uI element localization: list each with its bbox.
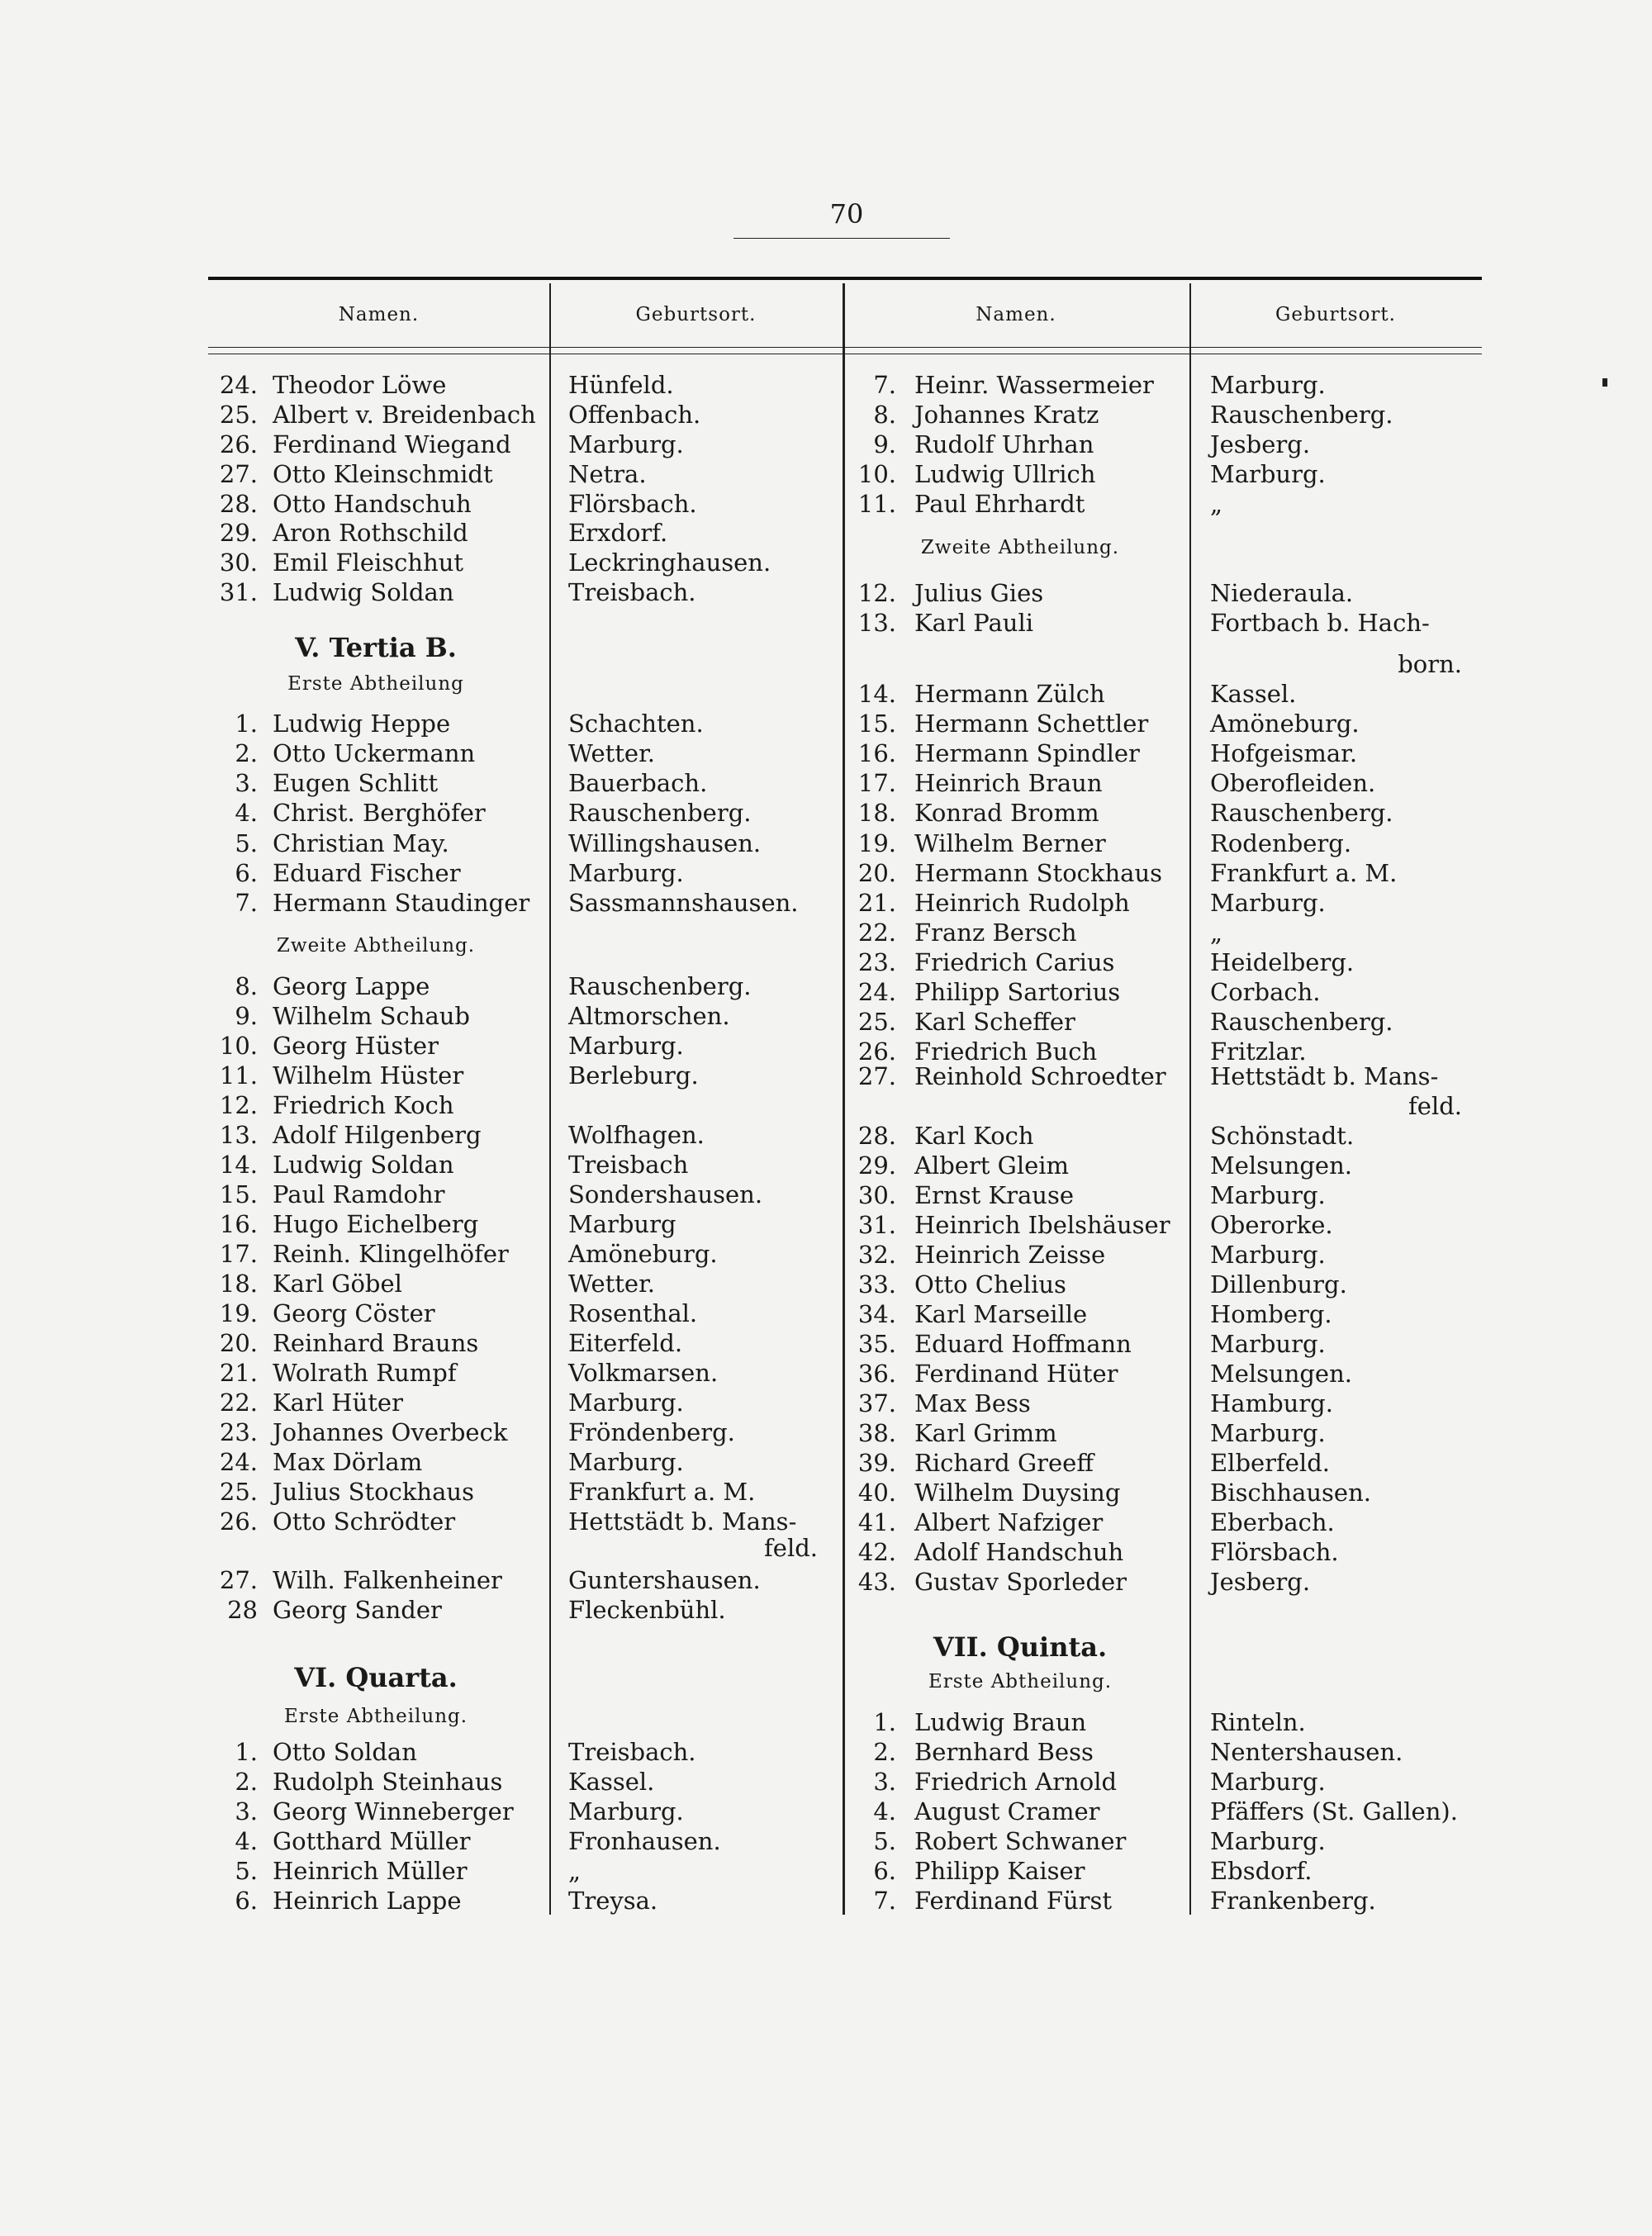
- birthplace: Marburg.: [568, 1389, 684, 1417]
- student-name: Wilhelm Duysing: [914, 1479, 1121, 1507]
- student-name: Christian May.: [273, 829, 449, 857]
- entry-number: 25.: [219, 401, 258, 429]
- student-name: Friedrich Buch: [914, 1037, 1098, 1066]
- student-name: Franz Bersch: [914, 919, 1077, 947]
- student-name: Karl Göbel: [273, 1270, 402, 1298]
- birthplace: Amöneburg.: [1210, 710, 1360, 738]
- birthplace: Kassel.: [1210, 680, 1297, 708]
- entry-number: 26.: [857, 1037, 896, 1066]
- center-divider: [843, 283, 845, 1915]
- page-number: 70: [829, 198, 864, 230]
- entry-number: 37.: [857, 1389, 896, 1417]
- student-name: Rudolf Uhrhan: [914, 430, 1094, 458]
- entry-number: 27.: [219, 1566, 258, 1594]
- student-name: Rudolph Steinhaus: [273, 1768, 503, 1796]
- student-name: Albert Nafziger: [914, 1508, 1104, 1536]
- entry-number: 3.: [873, 1768, 896, 1796]
- entry-number: 38.: [857, 1419, 896, 1447]
- entry-number: 18.: [219, 1270, 258, 1298]
- entry-number: 30.: [857, 1181, 896, 1209]
- birthplace: Volkmarsen.: [568, 1359, 719, 1387]
- student-name: Aron Rothschild: [273, 519, 468, 547]
- entry-number: 24.: [857, 978, 896, 1006]
- student-name: Ludwig Braun: [914, 1708, 1087, 1736]
- right-column-divider: [1189, 283, 1191, 1915]
- birthplace: Marburg.: [1210, 460, 1326, 488]
- entry-number: 43.: [857, 1568, 896, 1596]
- student-name: Otto Soldan: [273, 1738, 417, 1766]
- entry-number: 20.: [857, 859, 896, 887]
- student-name: Ferdinand Fürst: [914, 1887, 1113, 1915]
- student-name: Adolf Handschuh: [914, 1538, 1124, 1566]
- entry-number: 29.: [219, 519, 258, 547]
- student-name: Georg Winneberger: [273, 1797, 514, 1825]
- student-name: Ernst Krause: [914, 1181, 1075, 1209]
- table-top-rule: [208, 277, 1482, 280]
- entry-number: 13.: [219, 1121, 258, 1149]
- student-name: Friedrich Koch: [273, 1091, 454, 1119]
- birthplace: Sassmannshausen.: [568, 889, 799, 917]
- student-name: Julius Gies: [914, 579, 1044, 607]
- student-name: Hermann Spindler: [914, 739, 1140, 767]
- entry-number: 33.: [857, 1270, 896, 1298]
- entry-number: 6.: [873, 1857, 896, 1885]
- birthplace: Eiterfeld.: [568, 1329, 683, 1357]
- subheading-erste-abtheilung: Erste Abtheilung: [287, 673, 464, 695]
- birthplace: Ebsdorf.: [1210, 1857, 1313, 1885]
- birthplace: Schachten.: [568, 710, 704, 738]
- birthplace: Marburg.: [568, 430, 684, 458]
- birthplace: Hünfeld.: [568, 371, 674, 399]
- entry-number: 1.: [235, 1738, 258, 1766]
- birthplace: Treisbach.: [568, 578, 696, 606]
- entry-number: 3.: [235, 1797, 258, 1825]
- subheading-zweite-abtheilung: Zweite Abtheilung.: [920, 537, 1120, 558]
- student-name: Reinhold Schroedter: [914, 1062, 1166, 1090]
- entry-number: 9.: [235, 1002, 258, 1030]
- entry-number: 28.: [857, 1122, 896, 1150]
- entry-number: 40.: [857, 1479, 896, 1507]
- birthplace: Marburg.: [1210, 371, 1326, 399]
- birthplace: Marburg: [568, 1210, 676, 1238]
- birthplace: Flörsbach.: [1210, 1538, 1339, 1566]
- entry-number: 35.: [857, 1330, 896, 1358]
- student-name: Heinrich Rudolph: [914, 889, 1130, 917]
- birthplace: Marburg.: [1210, 1419, 1326, 1447]
- birthplace: Bischhausen.: [1210, 1479, 1371, 1507]
- student-name: Wilhelm Berner: [914, 829, 1106, 857]
- birthplace: Rauschenberg.: [1210, 401, 1393, 429]
- birthplace: Treysa.: [568, 1887, 658, 1915]
- student-name: Emil Fleischhut: [273, 548, 464, 577]
- entry-number: 28.: [219, 490, 258, 518]
- birthplace: „: [1210, 490, 1223, 518]
- student-name: Heinr. Wassermeier: [914, 371, 1154, 399]
- birthplace: Marburg.: [568, 859, 684, 887]
- birthplace: Fritzlar.: [1210, 1037, 1307, 1066]
- entry-number: 36.: [857, 1360, 896, 1388]
- birthplace: Berleburg.: [568, 1061, 699, 1090]
- left-name-header: Namen.: [338, 304, 420, 325]
- birthplace: Schönstadt.: [1210, 1122, 1355, 1150]
- entry-number: 25.: [857, 1008, 896, 1036]
- student-name: Robert Schwaner: [914, 1827, 1127, 1855]
- entry-number: 9.: [873, 430, 896, 458]
- student-name: Philipp Kaiser: [914, 1857, 1085, 1885]
- entry-number: 10.: [857, 460, 896, 488]
- student-name: Heinrich Müller: [273, 1857, 468, 1885]
- student-name: Karl Koch: [914, 1122, 1034, 1150]
- birthplace: Elberfeld.: [1210, 1449, 1330, 1477]
- student-name: Hugo Eichelberg: [273, 1210, 479, 1238]
- entry-number: 1.: [235, 710, 258, 738]
- entry-number: 7.: [235, 889, 258, 917]
- entry-number: 34.: [857, 1300, 896, 1328]
- entry-number: 26.: [219, 430, 258, 458]
- entry-number: 12.: [857, 579, 896, 607]
- entry-number: 6.: [235, 1887, 258, 1915]
- student-name: Otto Chelius: [914, 1270, 1066, 1298]
- subheading-erste-abtheilung: Erste Abtheilung.: [928, 1671, 1113, 1692]
- entry-number: 14.: [857, 680, 896, 708]
- entry-number: 31.: [857, 1211, 896, 1239]
- entry-number: 39.: [857, 1449, 896, 1477]
- birthplace: Nentershausen.: [1210, 1738, 1403, 1766]
- student-name: Eduard Fischer: [273, 859, 461, 887]
- entry-number: 21.: [857, 889, 896, 917]
- student-name: Georg Sander: [273, 1596, 442, 1624]
- birthplace: Guntershausen.: [568, 1566, 761, 1594]
- birthplace: Fronhausen.: [568, 1827, 721, 1855]
- student-name: Hermann Zülch: [914, 680, 1105, 708]
- entry-number: 16.: [857, 739, 896, 767]
- entry-number: 12.: [219, 1091, 258, 1119]
- student-name: Karl Marseille: [914, 1300, 1088, 1328]
- student-name: Hermann Stockhaus: [914, 859, 1162, 887]
- entry-number: 2.: [873, 1738, 896, 1766]
- birthplace: Pfäffers (St. Gallen).: [1210, 1797, 1458, 1825]
- entry-number: 27.: [857, 1062, 896, 1090]
- student-name: Wilhelm Schaub: [273, 1002, 470, 1030]
- place-continuation: born.: [1398, 650, 1462, 678]
- entry-number: 42.: [857, 1538, 896, 1566]
- entry-number: 10.: [219, 1032, 258, 1060]
- entry-number: 22.: [219, 1389, 258, 1417]
- entry-number: 24.: [219, 371, 258, 399]
- entry-number: 20.: [219, 1329, 258, 1357]
- student-name: Reinhard Brauns: [273, 1329, 479, 1357]
- student-name: Theodor Löwe: [273, 371, 447, 399]
- student-name: Bernhard Bess: [914, 1738, 1094, 1766]
- student-name: Karl Hüter: [273, 1389, 403, 1417]
- student-name: Georg Cöster: [273, 1299, 435, 1327]
- birthplace: Marburg.: [1210, 1768, 1326, 1796]
- student-name: Adolf Hilgenberg: [273, 1121, 482, 1149]
- student-name: Wolrath Rumpf: [273, 1359, 457, 1387]
- student-name: Ferdinand Wiegand: [273, 430, 511, 458]
- entry-number: 8.: [235, 972, 258, 1000]
- entry-number: 2.: [235, 1768, 258, 1796]
- student-name: Heinrich Zeisse: [914, 1241, 1106, 1269]
- entry-number: 29.: [857, 1151, 896, 1180]
- birthplace: Marburg.: [1210, 1827, 1326, 1855]
- birthplace: Frankfurt a. M.: [1210, 859, 1398, 887]
- birthplace: Marburg.: [1210, 1330, 1326, 1358]
- left-place-header: Geburtsort.: [635, 304, 757, 325]
- student-name: Paul Ramdohr: [273, 1180, 445, 1208]
- entry-number: 6.: [235, 859, 258, 887]
- place-continuation: feld.: [1408, 1092, 1462, 1120]
- birthplace: Flörsbach.: [568, 490, 697, 518]
- entry-number: 5.: [235, 829, 258, 857]
- student-name: Johannes Kratz: [914, 401, 1099, 429]
- birthplace: Marburg.: [568, 1032, 684, 1060]
- student-name: Albert Gleim: [914, 1151, 1070, 1180]
- birthplace: Homberg.: [1210, 1300, 1332, 1328]
- student-name: Reinh. Klingelhöfer: [273, 1240, 509, 1268]
- student-name: Ludwig Soldan: [273, 578, 454, 606]
- birthplace: Rinteln.: [1210, 1708, 1306, 1736]
- entry-number: 19.: [219, 1299, 258, 1327]
- birthplace: „: [1210, 919, 1223, 947]
- student-name: Karl Grimm: [914, 1419, 1057, 1447]
- student-name: Ludwig Ullrich: [914, 460, 1096, 488]
- entry-number: 22.: [857, 919, 896, 947]
- class-heading-quinta: VII. Quinta.: [933, 1631, 1108, 1663]
- student-name: Ludwig Heppe: [273, 710, 451, 738]
- student-name: Otto Schrödter: [273, 1507, 456, 1536]
- birthplace: Hamburg.: [1210, 1389, 1333, 1417]
- birthplace: Rosenthal.: [568, 1299, 698, 1327]
- entry-number: 17.: [219, 1240, 258, 1268]
- entry-number: 15.: [219, 1180, 258, 1208]
- birthplace: „: [568, 1857, 582, 1885]
- birthplace: Hofgeismar.: [1210, 739, 1358, 767]
- student-name: Hermann Staudinger: [273, 889, 530, 917]
- student-name: Albert v. Breidenbach: [273, 401, 536, 429]
- student-name: August Cramer: [914, 1797, 1100, 1825]
- entry-number: 31.: [219, 578, 258, 606]
- student-name: Paul Ehrhardt: [914, 490, 1085, 518]
- birthplace: Fortbach b. Hach-: [1210, 609, 1430, 637]
- birthplace: Willingshausen.: [568, 829, 762, 857]
- entry-number: 7.: [873, 371, 896, 399]
- birthplace: Treisbach: [568, 1151, 689, 1179]
- birthplace: Offenbach.: [568, 401, 701, 429]
- birthplace: Rauschenberg.: [1210, 799, 1393, 827]
- student-name: Eugen Schlitt: [273, 769, 439, 797]
- student-name: Otto Uckermann: [273, 739, 476, 767]
- birthplace: Netra.: [568, 460, 647, 488]
- entry-number: 27.: [219, 460, 258, 488]
- birthplace: Marburg.: [568, 1797, 684, 1825]
- entry-number: 17.: [857, 769, 896, 797]
- student-name: Julius Stockhaus: [273, 1478, 474, 1506]
- right-place-header: Geburtsort.: [1275, 304, 1396, 325]
- student-name: Heinrich Lappe: [273, 1887, 462, 1915]
- birthplace: Bauerbach.: [568, 769, 708, 797]
- student-name: Philipp Sartorius: [914, 978, 1121, 1006]
- entry-number: 24.: [219, 1448, 258, 1476]
- student-name: Richard Greeff: [914, 1449, 1094, 1477]
- birthplace: Erxdorf.: [568, 519, 668, 547]
- student-name: Otto Handschuh: [273, 490, 472, 518]
- birthplace: Sondershausen.: [568, 1180, 763, 1208]
- birthplace: Jesberg.: [1210, 430, 1311, 458]
- student-name: Max Bess: [914, 1389, 1031, 1417]
- birthplace: Frankfurt a. M.: [568, 1478, 756, 1506]
- student-name: Christ. Berghöfer: [273, 799, 486, 827]
- entry-number: 21.: [219, 1359, 258, 1387]
- entry-number: 4.: [235, 799, 258, 827]
- entry-number: 28: [227, 1596, 258, 1624]
- birthplace: Frankenberg.: [1210, 1887, 1376, 1915]
- entry-number: 11.: [219, 1061, 258, 1090]
- student-name: Gustav Sporleder: [914, 1568, 1127, 1596]
- birthplace: Treisbach.: [568, 1738, 696, 1766]
- subheading-zweite-abtheilung: Zweite Abtheilung.: [276, 935, 476, 957]
- student-name: Georg Lappe: [273, 972, 430, 1000]
- entry-number: 7.: [873, 1887, 896, 1915]
- right-name-header: Namen.: [976, 304, 1056, 325]
- birthplace: Hettstädt b. Mans-: [1210, 1062, 1439, 1090]
- student-name: Wilh. Falkenheiner: [273, 1566, 502, 1594]
- birthplace: Melsungen.: [1210, 1151, 1352, 1180]
- entry-number: 16.: [219, 1210, 258, 1238]
- birthplace: Marburg.: [568, 1448, 684, 1476]
- birthplace: Wolfhagen.: [568, 1121, 705, 1149]
- student-name: Heinrich Ibelshäuser: [914, 1211, 1170, 1239]
- student-name: Otto Kleinschmidt: [273, 460, 493, 488]
- student-name: Friedrich Carius: [914, 948, 1115, 976]
- entry-number: 41.: [857, 1508, 896, 1536]
- page-mark: [1602, 378, 1607, 387]
- birthplace: Oberorke.: [1210, 1211, 1333, 1239]
- student-name: Karl Pauli: [914, 609, 1034, 637]
- birthplace: Rauschenberg.: [1210, 1008, 1393, 1036]
- entry-number: 30.: [219, 548, 258, 577]
- birthplace: Amöneburg.: [568, 1240, 718, 1268]
- entry-number: 23.: [857, 948, 896, 976]
- entry-number: 5.: [235, 1857, 258, 1885]
- entry-number: 5.: [873, 1827, 896, 1855]
- student-name: Eduard Hoffmann: [914, 1330, 1132, 1358]
- birthplace: Rodenberg.: [1210, 829, 1352, 857]
- birthplace: Leckringhausen.: [568, 548, 771, 577]
- subheading-erste-abtheilung: Erste Abtheilung.: [283, 1706, 468, 1727]
- birthplace: Wetter.: [568, 1270, 655, 1298]
- entry-number: 8.: [873, 401, 896, 429]
- birthplace: Fleckenbühl.: [568, 1596, 726, 1624]
- entry-number: 14.: [219, 1151, 258, 1179]
- birthplace: Heidelberg.: [1210, 948, 1355, 976]
- birthplace: Melsungen.: [1210, 1360, 1352, 1388]
- entry-number: 13.: [857, 609, 896, 637]
- birthplace: Fröndenberg.: [568, 1418, 735, 1446]
- birthplace: Hettstädt b. Mans-: [568, 1507, 797, 1536]
- birthplace: Eberbach.: [1210, 1508, 1335, 1536]
- entry-number: 25.: [219, 1478, 258, 1506]
- entry-number: 2.: [235, 739, 258, 767]
- birthplace: Jesberg.: [1210, 1568, 1311, 1596]
- student-name: Gotthard Müller: [273, 1827, 471, 1855]
- birthplace: Niederaula.: [1210, 579, 1354, 607]
- entry-number: 3.: [235, 769, 258, 797]
- student-name: Johannes Overbeck: [273, 1418, 508, 1446]
- student-name: Ferdinand Hüter: [914, 1360, 1118, 1388]
- student-name: Max Dörlam: [273, 1448, 423, 1476]
- birthplace: Corbach.: [1210, 978, 1321, 1006]
- entry-number: 23.: [219, 1418, 258, 1446]
- birthplace: Rauschenberg.: [568, 972, 752, 1000]
- birthplace: Kassel.: [568, 1768, 655, 1796]
- class-heading-quarta: VI. Quarta.: [294, 1662, 458, 1693]
- header-bottom-rule: [208, 347, 1482, 348]
- birthplace: Altmorschen.: [568, 1002, 730, 1030]
- entry-number: 18.: [857, 799, 896, 827]
- entry-number: 19.: [857, 829, 896, 857]
- student-name: Georg Hüster: [273, 1032, 439, 1060]
- left-column-divider: [549, 283, 551, 1915]
- student-name: Heinrich Braun: [914, 769, 1103, 797]
- entry-number: 4.: [873, 1797, 896, 1825]
- entry-number: 1.: [873, 1708, 896, 1736]
- student-name: Ludwig Soldan: [273, 1151, 454, 1179]
- student-name: Konrad Bromm: [914, 799, 1099, 827]
- page-number-rule: [733, 238, 950, 239]
- birthplace: Oberofleiden.: [1210, 769, 1376, 797]
- entry-number: 32.: [857, 1241, 896, 1269]
- birthplace: Marburg.: [1210, 889, 1326, 917]
- entry-number: 26.: [219, 1507, 258, 1536]
- student-name: Hermann Schettler: [914, 710, 1149, 738]
- birthplace: Dillenburg.: [1210, 1270, 1347, 1298]
- student-name: Friedrich Arnold: [914, 1768, 1118, 1796]
- entry-number: 4.: [235, 1827, 258, 1855]
- place-continuation: feld.: [764, 1534, 818, 1562]
- birthplace: Wetter.: [568, 739, 655, 767]
- student-name: Wilhelm Hüster: [273, 1061, 464, 1090]
- birthplace: Rauschenberg.: [568, 799, 752, 827]
- class-heading-tertia-b: V. Tertia B.: [295, 632, 457, 663]
- entry-number: 15.: [857, 710, 896, 738]
- entry-number: 11.: [857, 490, 896, 518]
- birthplace: Marburg.: [1210, 1241, 1326, 1269]
- student-name: Karl Scheffer: [914, 1008, 1075, 1036]
- birthplace: Marburg.: [1210, 1181, 1326, 1209]
